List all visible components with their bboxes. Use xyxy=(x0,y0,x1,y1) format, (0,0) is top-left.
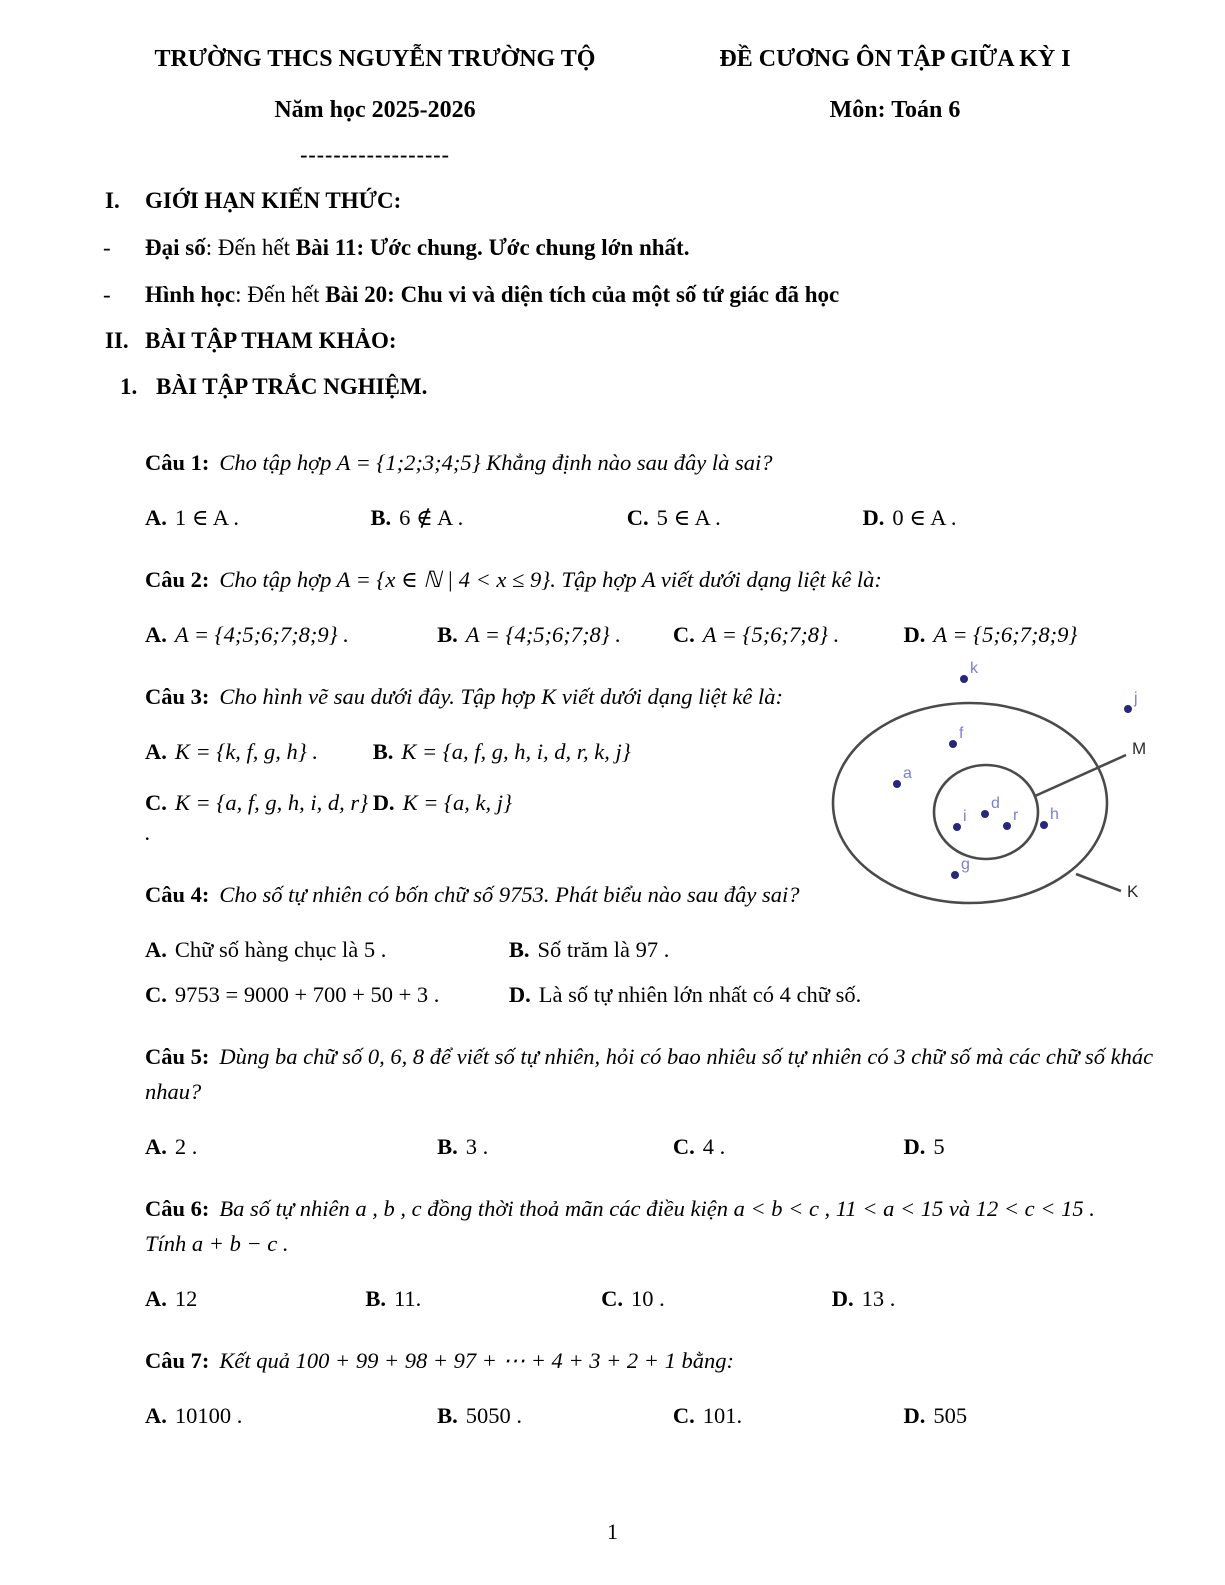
question-2-option-b: B. A = {4;5;6;7;8} . xyxy=(437,622,622,647)
point-dot-r xyxy=(1003,822,1011,830)
question-5-option-d: D. 5 xyxy=(903,1134,945,1159)
point-label-d: d xyxy=(991,795,1000,812)
exam-title: ĐỀ CƯƠNG ÔN TẬP GIỮA KỲ I xyxy=(719,46,1071,72)
question-4-option-a: A. Chữ số hàng chục là 5 . xyxy=(145,937,387,962)
subsection-1-heading xyxy=(0,364,1225,410)
question-2-stem: Câu 2: Cho tập hợp A = {x ∈ ℕ | 4 < x ≤ 9}. Tập hợp A viết dưới dạng liệt kê là: xyxy=(145,567,882,592)
point-label-i: i xyxy=(963,808,967,825)
question-5-option-a: A. 2 . xyxy=(145,1134,198,1159)
exam-subject: Môn: Toán 6 xyxy=(829,97,961,123)
point-label-h: h xyxy=(1050,806,1059,823)
scope-item-geometry-text: Hình học: Đến hết Bài 20: Chu vi và diện tích của một số tứ giác đã học xyxy=(145,282,840,307)
point-label-r: r xyxy=(1013,807,1019,824)
page-footer xyxy=(0,1519,1225,1545)
question-5-stem: Câu 5: Dùng ba chữ số 0, 6, 8 để viết số tự nhiên, hỏi có bao nhiêu số tự nhiên có 3 chữ số mà các chữ số khác nhau? xyxy=(145,1044,1154,1104)
question-6-options xyxy=(145,1284,1170,1314)
question-7 xyxy=(145,1343,1170,1431)
venn-diagram xyxy=(818,646,1224,918)
question-6-option-a: A. 12 xyxy=(145,1286,198,1311)
question-1-stem: Câu 1: Cho tập hợp A = {1;2;3;4;5} Khẳng định nào sau đây là sai? xyxy=(145,450,773,475)
section-2-heading xyxy=(0,318,1225,364)
question-list xyxy=(0,410,1225,1431)
question-6-option-d: D. 13 . xyxy=(831,1286,896,1311)
question-3-stem: Câu 3: Cho hình vẽ sau dưới đây. Tập hợp K viết dưới dạng liệt kê là: xyxy=(145,684,784,709)
outline-sections xyxy=(0,178,1225,410)
point-dot-h xyxy=(1040,821,1048,829)
subsection-1-title: BÀI TẬP TRẮC NGHIỆM. xyxy=(156,374,428,399)
page-number: 1 xyxy=(607,1519,618,1544)
question-3-option-c: C. K = {a, f, g, h, i, d, r} . xyxy=(145,790,369,845)
point-label-f: f xyxy=(959,725,964,742)
question-5 xyxy=(145,1039,1170,1162)
point-dot-g xyxy=(951,871,959,879)
point-label-g: g xyxy=(961,856,970,873)
scope-item-algebra-text: Đại số: Đến hết Bài 11: Ước chung. Ước chung lớn nhất. xyxy=(145,235,690,260)
question-1 xyxy=(145,445,1170,533)
point-dot-a xyxy=(893,780,901,788)
question-5-option-b: B. 3 . xyxy=(437,1134,489,1159)
question-4-options xyxy=(145,935,1170,1010)
venn-diagram-svg xyxy=(818,646,1224,918)
question-6-option-b: B. 11. xyxy=(365,1286,422,1311)
question-7-options xyxy=(145,1401,1170,1431)
scope-item-algebra xyxy=(0,224,1225,271)
question-2-option-a: A. A = {4;5;6;7;8;9} . xyxy=(145,622,349,647)
point-dot-k xyxy=(960,675,968,683)
school-name: TRƯỜNG THCS NGUYỄN TRƯỜNG TỘ xyxy=(154,46,596,72)
question-4-option-d: D. Là số tự nhiên lớn nhất có 4 chữ số. xyxy=(508,982,862,1007)
question-6-stem: Câu 6: Ba số tự nhiên a , b , c đồng thời thoả mãn các điều kiện a < b < c , 11 < a < 15 và 12 < c < 15 . Tính a + b − c . xyxy=(145,1191,1170,1261)
header-divider-dashes: ------------------ xyxy=(300,142,450,167)
question-1-options xyxy=(145,503,1170,533)
bullet-dash: - xyxy=(103,235,111,260)
question-2 xyxy=(145,562,1170,650)
bullet-dash: - xyxy=(103,282,111,307)
question-1-option-b: B. 6 ∉ A . xyxy=(370,505,464,530)
question-4-option-b: B. Số trăm là 97 . xyxy=(508,937,670,962)
point-label-j: j xyxy=(1134,690,1138,707)
question-7-option-b: B. 5050 . xyxy=(437,1403,523,1428)
question-7-option-d: D. 505 xyxy=(903,1403,968,1428)
question-1-option-c: C. 5 ∈ A . xyxy=(626,505,721,530)
question-3-option-a: A. K = {k, f, g, h} . xyxy=(145,739,319,764)
section-1-title: GIỚI HẠN KIẾN THỨC: xyxy=(145,188,402,213)
question-5-options xyxy=(145,1132,1170,1162)
point-dot-d xyxy=(981,810,989,818)
outer-set-pointer-line xyxy=(1076,874,1121,891)
section-1-heading xyxy=(0,178,1225,224)
point-label-a: a xyxy=(903,765,912,782)
outer-set-label: K xyxy=(1127,882,1139,901)
outer-set-ellipse xyxy=(833,703,1107,903)
question-4-stem: Câu 4: Cho số tự nhiên có bốn chữ số 9753. Phát biểu nào sau đây sai? xyxy=(145,882,800,907)
point-dot-f xyxy=(949,740,957,748)
section-2-number: II. xyxy=(105,328,129,353)
document-header xyxy=(0,0,1225,167)
section-2-title: BÀI TẬP THAM KHẢO: xyxy=(145,328,397,353)
question-1-option-d: D. 0 ∈ A . xyxy=(862,505,957,530)
question-2-option-d: D. A = {5;6;7;8;9} xyxy=(903,622,1078,647)
question-6-stem-line2: Tính a + b − c . xyxy=(145,1231,289,1256)
question-5-option-c: C. 4 . xyxy=(672,1134,726,1159)
section-1-number: I. xyxy=(105,188,120,213)
question-6-option-c: C. 10 . xyxy=(601,1286,665,1311)
question-3-options xyxy=(145,737,835,848)
question-7-option-a: A. 10100 . xyxy=(145,1403,243,1428)
question-7-option-c: C. 101. xyxy=(672,1403,743,1428)
header-right-column xyxy=(615,44,1175,164)
question-1-option-a: A. 1 ∈ A . xyxy=(145,505,240,530)
point-dot-j xyxy=(1124,705,1132,713)
question-2-option-c: C. A = {5;6;7;8} . xyxy=(672,622,840,647)
header-left-column xyxy=(135,44,615,167)
question-3-option-d: D. K = {a, k, j} xyxy=(372,790,512,815)
question-7-stem: Câu 7: Kết quả 100 + 99 + 98 + 97 + ⋯ + 4 + 3 + 2 + 1 bằng: xyxy=(145,1348,734,1373)
point-label-k: k xyxy=(970,660,978,677)
question-3-option-b: B. K = {a, f, g, h, i, d, r, k, j} xyxy=(372,739,631,764)
question-6 xyxy=(145,1191,1170,1314)
school-year: Năm học 2025-2026 xyxy=(274,97,476,123)
subsection-1-number: 1. xyxy=(120,374,138,399)
point-dot-i xyxy=(953,823,961,831)
question-4-option-c: C. 9753 = 9000 + 700 + 50 + 3 . xyxy=(145,982,440,1007)
inner-set-label: M xyxy=(1132,739,1147,758)
inner-set-pointer-line xyxy=(1035,755,1126,796)
scope-item-geometry xyxy=(0,271,1225,318)
